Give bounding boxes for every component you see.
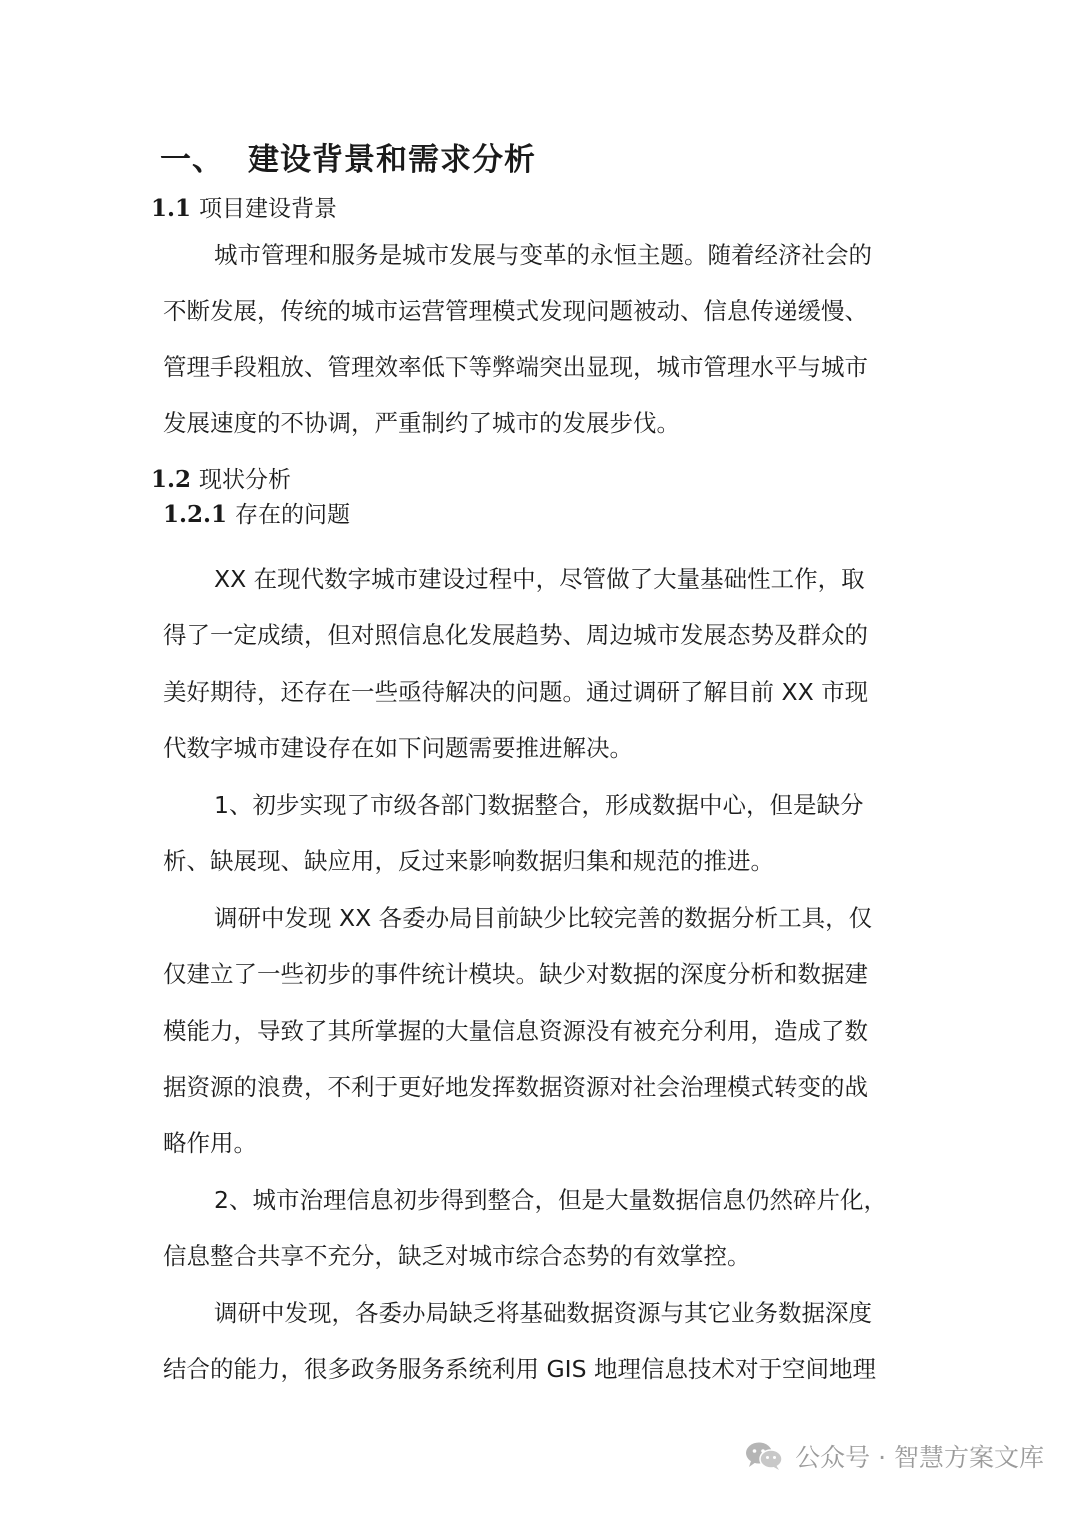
chapter-title: 建设背景和需求分析 <box>248 142 536 178</box>
paragraph-line: 1、初步实现了市级各部门数据整合，形成数据中心，但是缺分 <box>214 791 864 819</box>
section-title: 项目建设背景 <box>199 196 338 222</box>
subsection-heading-1-2-1 <box>163 496 350 529</box>
subsection-title: 存在的问题 <box>235 502 351 528</box>
paragraph-line: 调研中发现 XX 各委办局目前缺少比较完善的数据分析工具，仅 <box>214 904 873 932</box>
section-title: 现状分析 <box>199 467 292 493</box>
paragraph-line: 美好期待，还存在一些亟待解决的问题。通过调研了解目前 XX 市现 <box>163 678 869 706</box>
paragraph-line: 管理手段粗放、管理效率低下等弊端突出显现，城市管理水平与城市 <box>163 353 868 381</box>
wechat-icon <box>745 1441 783 1471</box>
paragraph-line: 发展速度的不协调，严重制约了城市的发展步伐。 <box>163 409 680 437</box>
paragraph-line: XX 在现代数字城市建设过程中，尽管做了大量基础性工作，取 <box>214 565 865 593</box>
paragraph-line: 模能力，导致了其所掌握的大量信息资源没有被充分利用，造成了数 <box>163 1017 868 1045</box>
section-heading-1-2 <box>151 461 291 494</box>
paragraph-line: 略作用。 <box>163 1129 257 1157</box>
paragraph-line: 得了一定成绩，但对照信息化发展趋势、周边城市发展态势及群众的 <box>163 621 868 649</box>
paragraph-line: 析、缺展现、缺应用，反过来影响数据归集和规范的推进。 <box>163 847 774 875</box>
section-number: 1.1 <box>151 195 192 222</box>
watermark-text: 公众号 · 智慧方案文库 <box>795 1443 1044 1472</box>
paragraph-line: 信息整合共享不充分，缺乏对城市综合态势的有效掌控。 <box>163 1242 751 1270</box>
watermark <box>745 1438 1044 1474</box>
paragraph-line: 调研中发现，各委办局缺乏将基础数据资源与其它业务数据深度 <box>214 1299 872 1327</box>
section-number: 1.2 <box>151 466 192 493</box>
chapter-number: 一、 <box>160 142 224 178</box>
section-heading-1-1 <box>151 190 337 223</box>
paragraph-line: 据资源的浪费，不利于更好地发挥数据资源对社会治理模式转变的战 <box>163 1073 868 1101</box>
paragraph-line: 城市管理和服务是城市发展与变革的永恒主题。随着经济社会的 <box>214 241 872 269</box>
subsection-number: 1.2.1 <box>163 501 228 528</box>
paragraph-line: 代数字城市建设存在如下问题需要推进解决。 <box>163 734 633 762</box>
paragraph-line: 不断发展，传统的城市运营管理模式发现问题被动、信息传递缓慢、 <box>163 297 868 325</box>
paragraph-line: 2、城市治理信息初步得到整合，但是大量数据信息仍然碎片化， <box>214 1186 887 1214</box>
chapter-heading <box>160 134 536 179</box>
paragraph-line: 仅建立了一些初步的事件统计模块。缺少对数据的深度分析和数据建 <box>163 960 868 988</box>
paragraph-line: 结合的能力，很多政务服务系统利用 GIS 地理信息技术对于空间地理 <box>163 1355 876 1383</box>
